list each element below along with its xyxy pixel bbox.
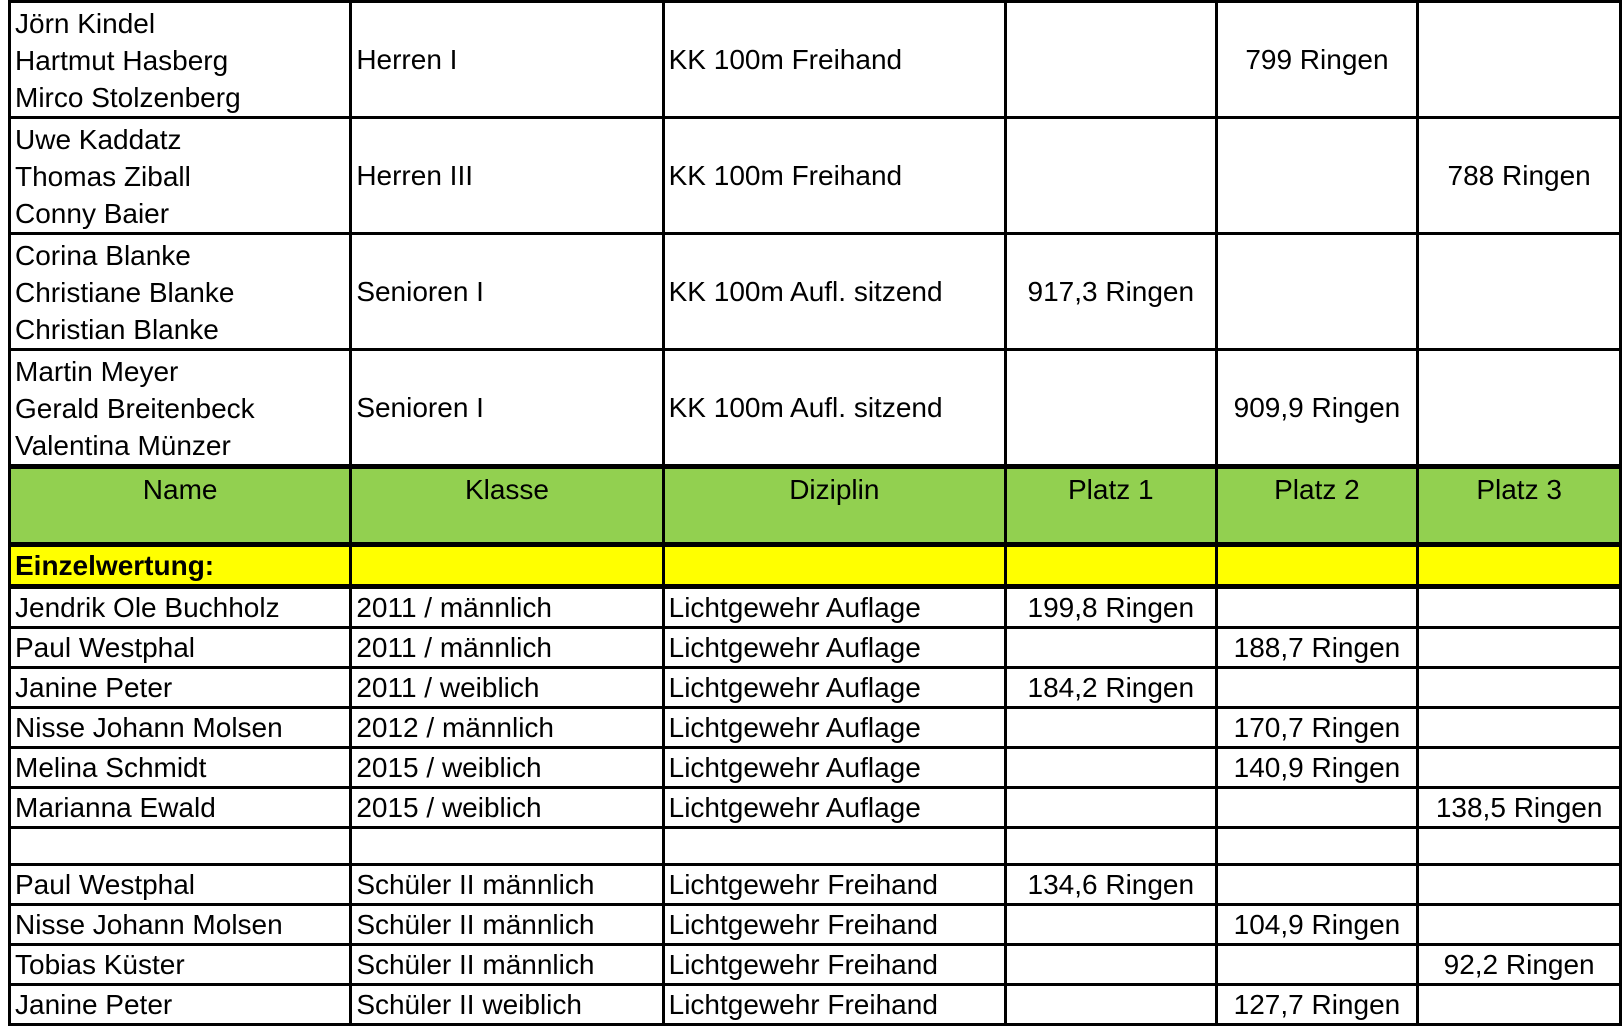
name-cell: Nisse Johann Molsen	[10, 708, 351, 748]
platz1-cell: 184,2 Ringen	[1006, 668, 1217, 708]
klasse-cell: 2012 / männlich	[351, 708, 663, 748]
platz2-cell	[1216, 234, 1418, 350]
team-member-name: Martin Meyer	[15, 356, 179, 387]
team-member-name: Conny Baier	[15, 198, 170, 229]
platz3-cell	[1418, 708, 1621, 748]
klasse-cell: 2015 / weiblich	[351, 748, 663, 788]
klasse-cell: Herren III	[351, 118, 663, 234]
team-names-cell	[10, 2, 351, 118]
section-cell	[663, 545, 1005, 587]
platz2-cell	[1216, 788, 1418, 828]
name-cell: Paul Westphal	[10, 628, 351, 668]
name-cell: Jendrik Ole Buchholz	[10, 587, 351, 628]
disziplin-cell: Lichtgewehr Freihand	[663, 945, 1005, 985]
team-row	[10, 2, 1621, 118]
platz2-cell: 170,7 Ringen	[1216, 708, 1418, 748]
empty-cell	[1418, 828, 1621, 865]
platz2-cell: 127,7 Ringen	[1216, 985, 1418, 1025]
platz3-cell	[1418, 234, 1621, 350]
team-member-name: Christiane Blanke	[15, 277, 235, 308]
team-member-name: Gerald Breitenbeck	[15, 393, 255, 424]
disziplin-cell: Lichtgewehr Freihand	[663, 905, 1005, 945]
table-row	[10, 865, 1621, 905]
platz2-cell	[1216, 865, 1418, 905]
table-row	[10, 748, 1621, 788]
klasse-cell: Senioren I	[351, 350, 663, 467]
table-row	[10, 668, 1621, 708]
platz1-cell	[1006, 708, 1217, 748]
section-cell	[1216, 545, 1418, 587]
table-row	[10, 587, 1621, 628]
platz2-cell: 140,9 Ringen	[1216, 748, 1418, 788]
platz2-cell: 909,9 Ringen	[1216, 350, 1418, 467]
team-row	[10, 118, 1621, 234]
platz3-cell: 138,5 Ringen	[1418, 788, 1621, 828]
name-cell: Nisse Johann Molsen	[10, 905, 351, 945]
name-cell: Janine Peter	[10, 668, 351, 708]
platz3-cell: 788 Ringen	[1418, 118, 1621, 234]
klasse-cell: 2011 / weiblich	[351, 668, 663, 708]
platz1-cell	[1006, 350, 1217, 467]
team-member-name: Valentina Münzer	[15, 430, 231, 461]
platz3-cell	[1418, 985, 1621, 1025]
table-row	[10, 628, 1621, 668]
header-name: Name	[10, 467, 351, 545]
team-member-name: Uwe Kaddatz	[15, 124, 182, 155]
platz1-cell	[1006, 905, 1217, 945]
disziplin-cell: Lichtgewehr Auflage	[663, 748, 1005, 788]
table-row	[10, 985, 1621, 1025]
platz3-cell	[1418, 350, 1621, 467]
platz3-cell	[1418, 668, 1621, 708]
section-cell	[1006, 545, 1217, 587]
klasse-cell: 2011 / männlich	[351, 628, 663, 668]
empty-cell	[663, 828, 1005, 865]
platz1-cell	[1006, 2, 1217, 118]
table-row	[10, 905, 1621, 945]
name-cell: Paul Westphal	[10, 865, 351, 905]
section-title: Einzelwertung:	[10, 545, 351, 587]
team-member-name: Jörn Kindel	[15, 8, 156, 39]
team-names-cell	[10, 118, 351, 234]
platz3-cell	[1418, 628, 1621, 668]
empty-row	[10, 828, 1621, 865]
column-header-row	[10, 467, 1621, 545]
platz2-cell	[1216, 587, 1418, 628]
table-row	[10, 788, 1621, 828]
name-cell: Tobias Küster	[10, 945, 351, 985]
platz1-cell	[1006, 628, 1217, 668]
team-member-name: Thomas Ziball	[15, 161, 191, 192]
platz1-cell	[1006, 788, 1217, 828]
team-names-cell	[10, 234, 351, 350]
empty-cell	[1216, 828, 1418, 865]
name-cell: Janine Peter	[10, 985, 351, 1025]
team-row	[10, 350, 1621, 467]
team-row	[10, 234, 1621, 350]
empty-cell	[10, 828, 351, 865]
header-platz2: Platz 2	[1216, 467, 1418, 545]
team-member-name: Hartmut Hasberg	[15, 45, 229, 76]
platz2-cell	[1216, 668, 1418, 708]
platz2-cell: 799 Ringen	[1216, 2, 1418, 118]
klasse-cell: Schüler II weiblich	[351, 985, 663, 1025]
table-row	[10, 945, 1621, 985]
platz3-cell	[1418, 587, 1621, 628]
klasse-cell: 2011 / männlich	[351, 587, 663, 628]
section-cell	[1418, 545, 1621, 587]
disziplin-cell: KK 100m Aufl. sitzend	[663, 350, 1005, 467]
klasse-cell: Schüler II männlich	[351, 905, 663, 945]
header-platz1: Platz 1	[1006, 467, 1217, 545]
table-row	[10, 708, 1621, 748]
platz2-cell: 188,7 Ringen	[1216, 628, 1418, 668]
platz1-cell: 199,8 Ringen	[1006, 587, 1217, 628]
results-table	[8, 0, 1622, 1026]
name-cell: Melina Schmidt	[10, 748, 351, 788]
platz2-cell	[1216, 945, 1418, 985]
platz3-cell	[1418, 2, 1621, 118]
platz3-cell	[1418, 905, 1621, 945]
platz3-cell: 92,2 Ringen	[1418, 945, 1621, 985]
team-names-cell	[10, 350, 351, 467]
header-platz3: Platz 3	[1418, 467, 1621, 545]
disziplin-cell: KK 100m Freihand	[663, 2, 1005, 118]
disziplin-cell: Lichtgewehr Auflage	[663, 668, 1005, 708]
section-cell	[351, 545, 663, 587]
disziplin-cell: Lichtgewehr Auflage	[663, 788, 1005, 828]
team-member-name: Mirco Stolzenberg	[15, 82, 241, 113]
platz1-cell: 917,3 Ringen	[1006, 234, 1217, 350]
empty-cell	[351, 828, 663, 865]
platz3-cell	[1418, 865, 1621, 905]
platz1-cell	[1006, 985, 1217, 1025]
platz1-cell	[1006, 118, 1217, 234]
platz2-cell	[1216, 118, 1418, 234]
platz2-cell: 104,9 Ringen	[1216, 905, 1418, 945]
header-disziplin: Diziplin	[663, 467, 1005, 545]
klasse-cell: Senioren I	[351, 234, 663, 350]
header-klasse: Klasse	[351, 467, 663, 545]
platz1-cell	[1006, 748, 1217, 788]
platz3-cell	[1418, 748, 1621, 788]
disziplin-cell: Lichtgewehr Auflage	[663, 708, 1005, 748]
disziplin-cell: Lichtgewehr Freihand	[663, 985, 1005, 1025]
disziplin-cell: Lichtgewehr Auflage	[663, 587, 1005, 628]
disziplin-cell: KK 100m Aufl. sitzend	[663, 234, 1005, 350]
name-cell: Marianna Ewald	[10, 788, 351, 828]
klasse-cell: Schüler II männlich	[351, 865, 663, 905]
section-row	[10, 545, 1621, 587]
disziplin-cell: Lichtgewehr Auflage	[663, 628, 1005, 668]
platz1-cell	[1006, 945, 1217, 985]
klasse-cell: Herren I	[351, 2, 663, 118]
klasse-cell: 2015 / weiblich	[351, 788, 663, 828]
platz1-cell: 134,6 Ringen	[1006, 865, 1217, 905]
klasse-cell: Schüler II männlich	[351, 945, 663, 985]
empty-cell	[1006, 828, 1217, 865]
team-member-name: Christian Blanke	[15, 314, 219, 345]
disziplin-cell: KK 100m Freihand	[663, 118, 1005, 234]
team-member-name: Corina Blanke	[15, 240, 191, 271]
disziplin-cell: Lichtgewehr Freihand	[663, 865, 1005, 905]
